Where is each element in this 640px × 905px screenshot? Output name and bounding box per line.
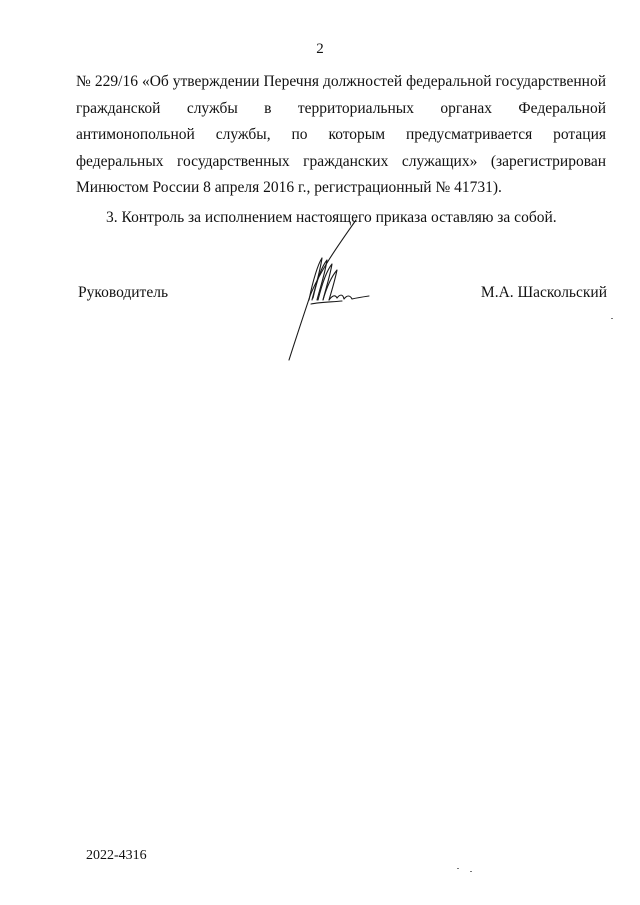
- paragraph-order-reference: № 229/16 «Об утверждении Перечня должностей федеральной государственной гражданской службы в территориальных органах Федеральной антимонопольной службы, по которым предусматривается ротация федеральных государственных гражданских служащих» (зарегистрирован Минюстом России 8 апреля 2016 г., регистрационный № 41731).: [76, 73, 606, 196]
- document-body: [76, 69, 606, 231]
- handwritten-signature: [280, 218, 380, 368]
- document-code: 2022-4316: [86, 848, 147, 863]
- signer-position: Руководитель: [78, 284, 169, 301]
- scan-artifact: [457, 868, 459, 869]
- paragraph-control-clause: 3. Контроль за исполнением настоящего приказа оставляю за собой.: [106, 208, 557, 226]
- scan-artifact: [611, 318, 613, 319]
- signer-name: М.А. Шаскольский: [480, 284, 607, 301]
- page-number: 2: [316, 41, 324, 57]
- scan-artifact: [470, 871, 472, 872]
